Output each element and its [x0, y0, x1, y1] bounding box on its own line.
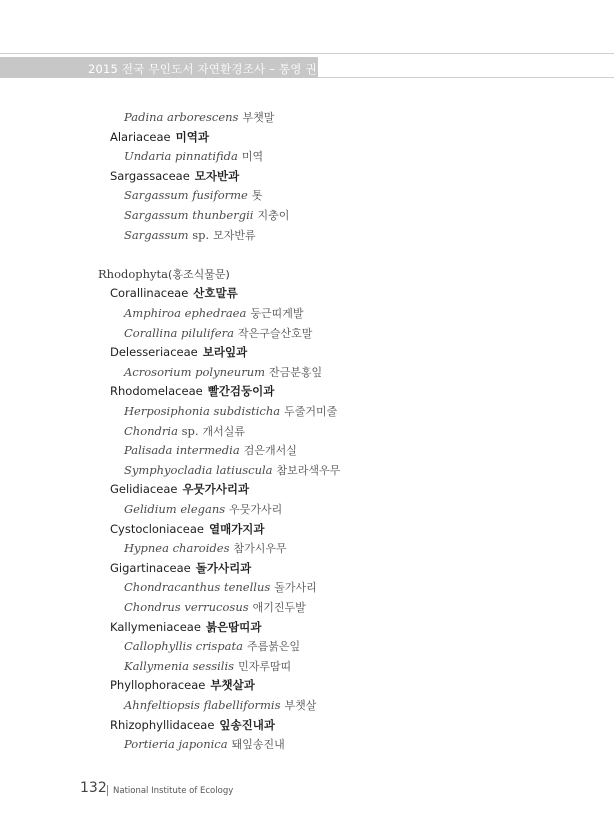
korean-name: 주름붉은잎	[247, 640, 301, 654]
family-korean-name: 열매가지과	[208, 521, 265, 536]
header-rule	[318, 77, 614, 78]
species-entry	[124, 500, 282, 519]
scientific-name: Chondrus verrucosus	[124, 600, 249, 614]
family-korean-name: 우뭇가사리과	[182, 482, 250, 497]
family-heading	[110, 716, 275, 735]
species-entry	[124, 735, 285, 754]
species-entry	[124, 657, 291, 676]
species-entry	[124, 363, 322, 382]
family-korean-name: 미역과	[175, 129, 209, 144]
family-heading	[110, 128, 209, 147]
top-divider	[0, 53, 614, 54]
family-korean-name: 산호말류	[193, 286, 238, 301]
korean-name: 부챗말	[242, 111, 275, 124]
korean-name: 모자반류	[213, 228, 256, 242]
species-qualifier: sp.	[177, 423, 199, 438]
species-entry	[124, 402, 337, 421]
family-heading	[110, 382, 274, 401]
family-scientific-name: Gigartinaceae	[110, 560, 191, 575]
scientific-name: Corallina pilulifera	[124, 325, 234, 340]
korean-name: 돼잎송진내	[231, 738, 285, 752]
korean-name: 잔금분홍잎	[269, 365, 323, 379]
species-entry	[124, 637, 300, 656]
family-korean-name: 빨간검둥이과	[207, 384, 275, 399]
scientific-name: Amphiroa ephedraea	[124, 306, 247, 320]
korean-name: 민자루땀띠	[238, 659, 292, 673]
korean-name: 미역	[241, 150, 264, 164]
family-heading	[110, 559, 251, 578]
family-korean-name: 보라잎과	[202, 345, 248, 360]
scientific-name: Hypnea charoides	[124, 541, 230, 556]
family-heading	[110, 520, 265, 539]
family-scientific-name: Gelidiaceae	[110, 482, 178, 497]
species-entry	[124, 324, 312, 343]
korean-name: 부챗살	[284, 699, 317, 712]
species-entry	[124, 422, 245, 441]
scientific-name: Undaria pinnatifida	[124, 149, 238, 164]
phylum-korean-name: (홍조식물문)	[168, 267, 230, 281]
scientific-name: Sargassum thunbergii	[124, 208, 254, 222]
scientific-name: Acrosorium polyneurum	[124, 364, 266, 379]
scientific-name: Ahnfeltiopsis flabelliformis	[124, 698, 281, 712]
species-entry	[124, 206, 289, 225]
family-korean-name: 부챗살과	[210, 678, 255, 693]
species-entry	[124, 226, 256, 245]
running-header-title: 2015 전국 무인도서 자연환경조사 – 통영 권역	[88, 62, 329, 76]
family-heading	[110, 618, 261, 637]
family-heading	[110, 343, 247, 362]
scientific-name: Sargassum fusiforme	[124, 188, 248, 203]
scientific-name: Herposiphonia subdisticha	[124, 404, 281, 418]
korean-name: 두줄거미줄	[284, 405, 338, 418]
phylum-scientific-name: Rhodophyta	[98, 266, 169, 281]
korean-name: 참가시우무	[233, 542, 287, 556]
footer-organization: National Institute of Ecology	[113, 786, 234, 796]
family-scientific-name: Rhizophyllidaceae	[110, 717, 215, 732]
family-korean-name: 모자반과	[194, 168, 240, 183]
scientific-name: Portieria japonica	[124, 737, 228, 752]
family-scientific-name: Corallinaceae	[110, 286, 189, 301]
family-korean-name: 잎송진내과	[219, 717, 275, 732]
family-heading	[110, 284, 238, 303]
scientific-name: Symphyocladia latiuscula	[124, 462, 273, 477]
family-korean-name: 붉은땀띠과	[205, 619, 262, 634]
korean-name: 우뭇가사리	[229, 503, 283, 516]
species-entry	[124, 696, 316, 715]
family-scientific-name: Alariaceae	[110, 129, 171, 144]
species-entry	[124, 186, 263, 205]
scientific-name: Kallymenia sessilis	[124, 658, 235, 673]
species-entry	[124, 461, 340, 480]
family-scientific-name: Phyllophoraceae	[110, 678, 206, 693]
scientific-name: Callophyllis crispata	[124, 639, 244, 654]
species-entry	[124, 108, 274, 127]
family-korean-name: 돌가사리과	[195, 560, 252, 575]
species-entry	[124, 598, 306, 617]
korean-name: 둥근띠게발	[250, 307, 304, 320]
scientific-name: Sargassum	[124, 227, 189, 242]
korean-name: 애기진두발	[252, 601, 306, 614]
family-scientific-name: Cystocloniaceae	[110, 521, 204, 536]
korean-name: 돌가사리	[274, 581, 317, 595]
page-number: 132	[80, 780, 107, 796]
phylum-heading	[98, 265, 230, 284]
korean-name: 검은개서실	[243, 444, 297, 458]
scientific-name: Chondracanthus tenellus	[124, 580, 271, 595]
scientific-name: Gelidium elegans	[124, 502, 226, 516]
species-entry	[124, 578, 317, 597]
species-entry	[124, 441, 297, 460]
species-entry	[124, 539, 287, 558]
scientific-name: Chondria	[124, 423, 178, 438]
family-heading	[110, 676, 255, 695]
family-scientific-name: Rhodomelaceae	[110, 384, 203, 399]
species-entry	[124, 304, 304, 323]
family-heading	[110, 480, 249, 499]
family-scientific-name: Delesseriaceae	[110, 345, 198, 360]
family-scientific-name: Kallymeniaceae	[110, 619, 201, 634]
korean-name: 작은구슬산호말	[237, 326, 313, 340]
korean-name: 지충이	[257, 209, 290, 222]
scientific-name: Palisada intermedia	[124, 443, 240, 458]
korean-name: 톳	[251, 189, 263, 203]
footer-separator	[107, 785, 108, 796]
species-entry	[124, 147, 263, 166]
scientific-name: Padina arborescens	[124, 110, 239, 124]
korean-name: 참보라색우무	[276, 463, 341, 477]
korean-name: 개서실류	[202, 424, 246, 438]
family-heading	[110, 167, 239, 186]
family-scientific-name: Sargassaceae	[110, 168, 190, 183]
species-qualifier: sp.	[188, 227, 210, 242]
